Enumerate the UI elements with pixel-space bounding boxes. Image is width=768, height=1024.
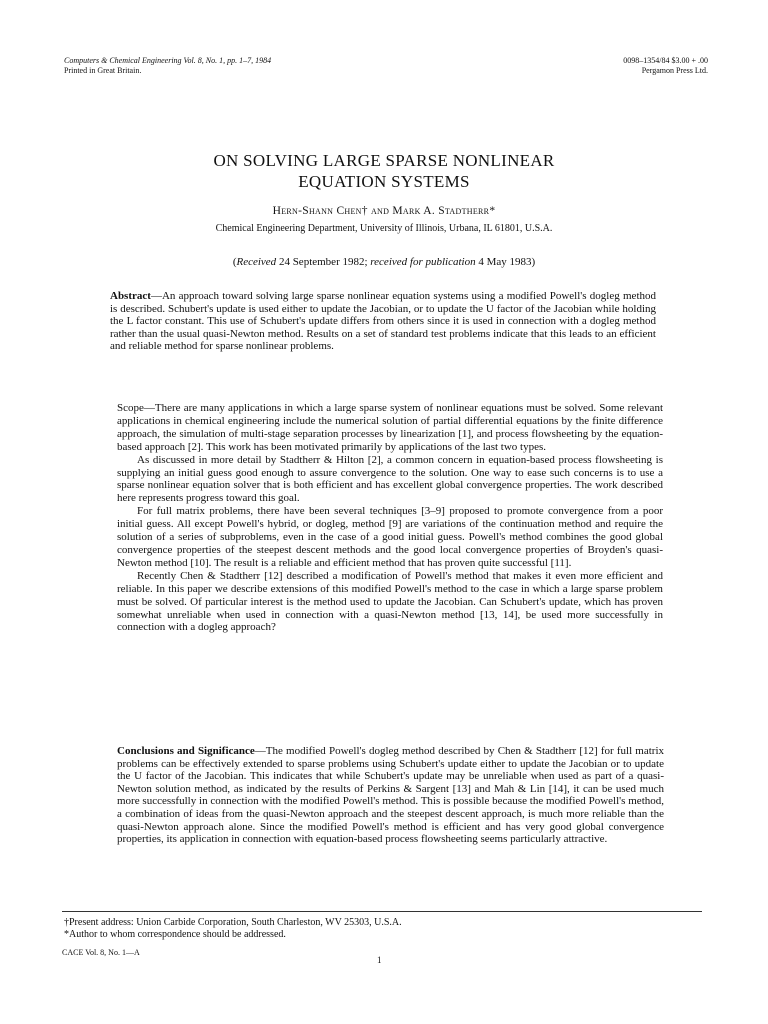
footnote-rule bbox=[62, 911, 702, 912]
printed-in: Printed in Great Britain. bbox=[64, 66, 142, 75]
conclusions-label: Conclusions and Significance bbox=[117, 745, 255, 757]
footnote-correspondence: *Author to whom correspondence should be addressed. bbox=[64, 929, 286, 940]
title-line-1: ON SOLVING LARGE SPARSE NONLINEAR bbox=[213, 151, 555, 170]
received-dates bbox=[0, 256, 768, 268]
abstract bbox=[110, 290, 656, 353]
abstract-label: Abstract bbox=[110, 290, 151, 302]
scope-paragraph-2: As discussed in more detail by Stadtherr & Hilton [2], a common concern in equation-based process flowsheeting is supplying an initial guess good enough to assure convergence to the solution. One way to ease such concerns is to use a sparse nonlinear equation solver that is both efficient and has excellent global convergence properties. The work described here represents progress toward this goal. bbox=[117, 453, 663, 505]
footnote-present-address: †Present address: Union Carbide Corporation, South Charleston, WV 25303, U.S.A. bbox=[64, 917, 402, 928]
publication-label: received for publication bbox=[370, 256, 476, 268]
publication-date: 4 May 1983) bbox=[478, 256, 536, 268]
conclusions-text: —The modified Powell's dogleg method described by Chen & Stadtherr [12] for full matrix problems can be effectively extended to sparse problems using Schubert's update either to update the Jacobian or to update the U factor of the Jacobian. This indicates that while Schubert's update may be unreliable when used as part of a quasi-Newton solution method, as indicated by the results of Perkins & Sargent [13] and Mah & Lin [14], it can be used much more successfully in connection with the modified Powell's method. This is possible because the modified Powell's method, a combination of ideas from the quasi-Newton approach and the steepest descent approach, is much more reliable than the quasi-Newton approach alone. Since the modified Powell's method is efficient and has very good global convergence properties, its application in connection with equation-based process flowsheeting seems particularly attractive. bbox=[117, 745, 665, 846]
issn-code: 0098–1354/84 $3.00 + .00 bbox=[623, 56, 708, 65]
paper-title bbox=[0, 150, 768, 192]
scope-paragraph-3: For full matrix problems, there have been several techniques [3–9] proposed to promote convergence from a poor initial guess. All except Powell's hybrid, or dogleg, method [9] are variations of the continuation method and require the solution of a series of subproblems, even in the case of a good initial guess. Powell's method combines the good global convergence properties of the steepest descent methods and the good local convergence properties of Broyden's quasi-Newton method [10]. The result is a reliable and efficient method that has proven quite successful [11]. bbox=[117, 505, 663, 569]
received-date: 24 September 1982; bbox=[278, 256, 368, 268]
conclusions-section bbox=[117, 745, 664, 846]
scope-section bbox=[117, 402, 663, 634]
scope-paragraph-4: Recently Chen & Stadtherr [12] described a modification of Powell's method that makes it even more efficient and reliable. In this paper we describe extensions of this modified Powell's method to the case in which a large sparse problem must be solved. Of particular interest is the method used to update the Jacobian. Can Schubert's update, which has proven somewhat unreliable when used in connection with a quasi-Newton method [13, 14], be used more successfully in connection with a dogleg approach? bbox=[117, 569, 663, 634]
scope-text-1: —There are many applications in which a large sparse system of nonlinear equations must be solved. Some relevant applications in chemical engineering include the numerical solution of partial differential equations by the finite difference approach, the simulation of multi-stage separation processes by linearization [1], and process flowsheeting by the equation-based approach [2]. This work has been motivated primarily by applications of the last two types. bbox=[117, 402, 663, 453]
received-open: ( bbox=[232, 256, 237, 268]
page-number: 1 bbox=[377, 955, 382, 965]
scope-paragraph-1 bbox=[117, 402, 663, 454]
affiliation: Chemical Engineering Department, University of Illinois, Urbana, IL 61801, U.S.A. bbox=[215, 223, 553, 234]
cace-code: CACE Vol. 8, No. 1—A bbox=[62, 948, 140, 957]
title-line-2: EQUATION SYSTEMS bbox=[298, 172, 470, 191]
publisher-header bbox=[623, 56, 708, 76]
authors: Hern-Shann Chen† and Mark A. Stadtherr* bbox=[272, 205, 496, 217]
scope-label: Scope bbox=[117, 402, 144, 414]
publisher-name: Pergamon Press Ltd. bbox=[641, 66, 708, 75]
journal-header bbox=[64, 56, 271, 76]
received-label: Received bbox=[236, 256, 277, 268]
abstract-text: —An approach toward solving large sparse nonlinear equation systems using a modified Powell's dogleg method is described. Schubert's update is used either to update the Jacobian, or to update the U factor of the Jacobian while holding the L factor constant. This use of Schubert's update differs from others since it is used in connection with a dogleg method rather than the usual quasi-Newton method. Results on a set of standard test problems indicate that this leads to an efficient and reliable method for sparse nonlinear problems. bbox=[110, 290, 656, 353]
footnotes bbox=[64, 917, 402, 941]
journal-citation: Computers & Chemical Engineering Vol. 8, No. 1, pp. 1–7, 1984 bbox=[64, 56, 272, 65]
